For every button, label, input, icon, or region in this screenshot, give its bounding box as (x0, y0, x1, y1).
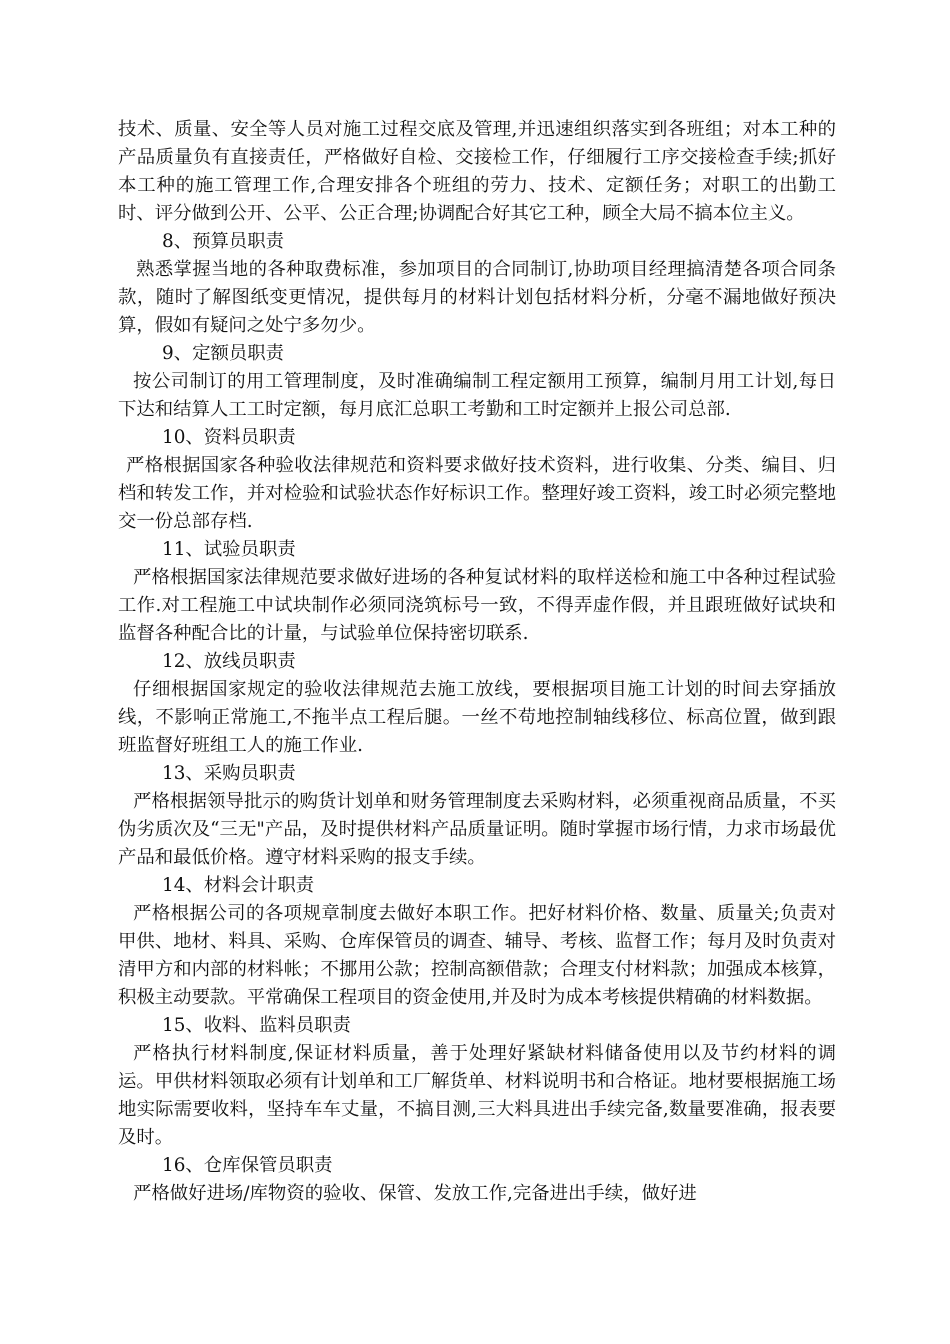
section-heading: 16、仓库保管员职责 (162, 1155, 333, 1176)
body-paragraph: 严格根据公司的各项规章制度去做好本职工作。把好材料价格、数量、质量关;负责对甲供、地材、料具、采购、仓库保管员的调查、辅导、考核、监督工作；每月及时负责对清甲方和内部的材料帐；不挪用公款；控制高额借款；合理支付材料款；加强成本核算，积极主动要款。平常确保工程项目的资金使用,并及时为成本考核提供精确的材料数据。 (118, 903, 836, 1008)
section-heading: 14、材料会计职责 (162, 875, 315, 896)
body-paragraph: 按公司制订的用工管理制度，及时准确编制工程定额用工预算，编制月用工计划,每日下达和结算人工工时定额，每月底汇总职工考勤和工时定额并上报公司总部. (118, 371, 836, 420)
body-paragraph: 严格根据国家法律规范要求做好进场的各种复试材料的取样送检和施工中各种过程试验工作.对工程施工中试块制作必须同浇筑标号一致，不得弄虚作假，并且跟班做好试块和监督各种配合比的计量，与试验单位保持密切联系. (118, 567, 836, 644)
body-paragraph: 严格执行材料制度,保证材料质量，善于处理好紧缺材料储备使用以及节约材料的调运。甲供材料领取必须有计划单和工厂解货单、材料说明书和合格证。地材要根据施工场地实际需要收料，坚持车车丈量，不搞目测,三大料具进出手续完备,数量要准确，报表要及时。 (118, 1043, 836, 1148)
section-heading: 11、试验员职责 (162, 539, 296, 560)
body-paragraph: 严格做好进场/库物资的验收、保管、发放工作,完备进出手续，做好进 (133, 1183, 697, 1204)
section-heading: 13、采购员职责 (162, 763, 296, 784)
section-heading: 12、放线员职责 (162, 651, 296, 672)
section-heading: 9、定额员职责 (162, 343, 285, 364)
section-heading: 10、资料员职责 (162, 427, 296, 448)
body-paragraph: 仔细根据国家规定的验收法律规范去施工放线，要根据项目施工计划的时间去穿插放线，不影响正常施工,不拖半点工程后腿。一丝不苟地控制轴线移位、标高位置，做到跟班监督好班组工人的施工作业. (118, 679, 836, 756)
section-heading: 15、收料、监料员职责 (162, 1015, 351, 1036)
section-heading: 8、预算员职责 (162, 231, 285, 252)
body-paragraph: 技术、质量、安全等人员对施工过程交底及管理,并迅速组织落实到各班组；对本工种的产品质量负有直接责任，严格做好自检、交接检工作，仔细履行工序交接检查手续;抓好本工种的施工管理工作,合理安排各个班组的劳力、技术、定额任务；对职工的出勤工时、评分做到公开、公平、公正合理;协调配合好其它工种，顾全大局不搞本位主义。 (118, 119, 836, 224)
body-paragraph: 熟悉掌握当地的各种取费标准，参加项目的合同制订,协助项目经理搞清楚各项合同条款，随时了解图纸变更情况，提供每月的材料计划包括材料分析，分毫不漏地做好预决算，假如有疑问之处宁多勿少。 (118, 259, 836, 336)
document-page (118, 116, 836, 1208)
body-paragraph: 严格根据领导批示的购货计划单和财务管理制度去采购材料，必须重视商品质量，不买伪劣质次及“三无"产品，及时提供材料产品质量证明。随时掌握市场行情，力求市场最优产品和最低价格。遵守材料采购的报支手续。 (118, 791, 836, 868)
body-paragraph: 严格根据国家各种验收法律规范和资料要求做好技术资料，进行收集、分类、编目、归档和转发工作，并对检验和试验状态作好标识工作。整理好竣工资料，竣工时必须完整地交一份总部存档. (118, 455, 836, 532)
